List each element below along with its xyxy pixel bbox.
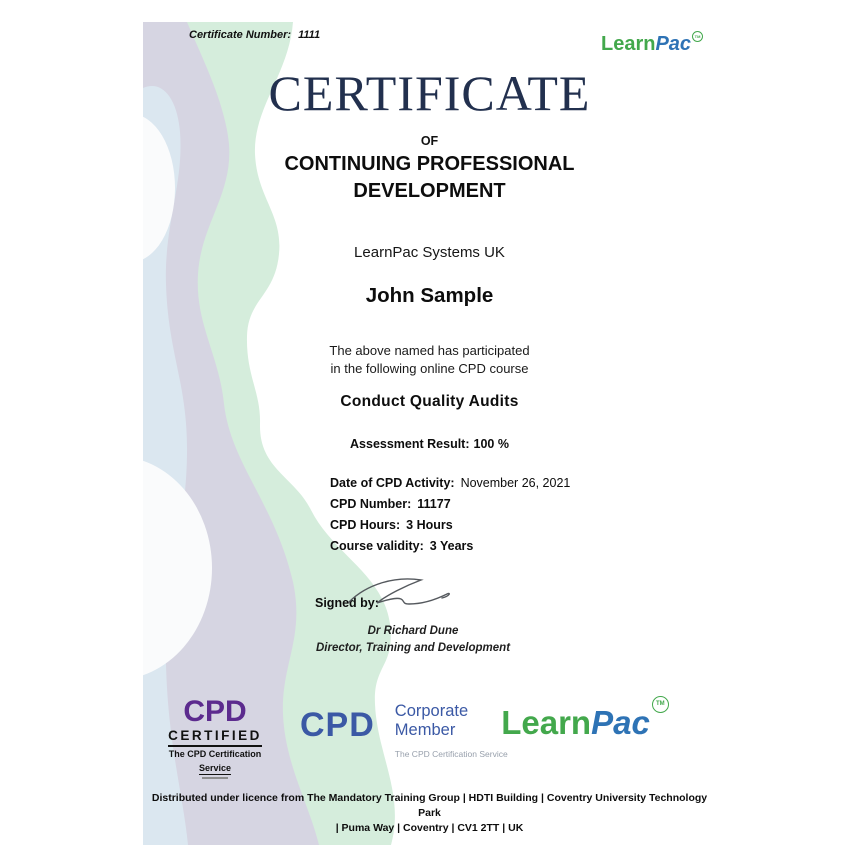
subtitle-line2: DEVELOPMENT [353,180,506,202]
recipient-name: John Sample [365,284,494,307]
cpd-certified-service-line2: Service [198,762,232,773]
signed-by-label: Signed by: [315,596,379,610]
logo-learn-text: Learn [501,704,592,741]
cpd-certified-logo [155,697,275,779]
corporate-service-text: The CPD Certification Service [394,749,508,759]
title-subtitle [143,151,716,205]
logo-learn-text: Learn [601,33,656,55]
trademark-icon: TM [652,696,669,713]
detail-row-cpd-hours [330,519,570,532]
learnpac-logo-top [601,33,703,56]
cpd-corporate-member-logo [300,700,508,759]
trademark-icon: TM [692,31,703,42]
certificate-title: CERTIFICATE [268,65,591,121]
certificate-page [143,22,716,845]
footer-licence-text [143,791,716,836]
detail-label: CPD Number: [330,497,412,511]
cpd-certified-cpd-text: CPD [183,695,247,728]
signatory-title: Director, Training and Development [315,641,511,654]
certificate-number [189,29,320,41]
member-line: Member [394,721,456,739]
course-title: Conduct Quality Audits [340,393,519,410]
detail-label: Course validity: [330,539,424,553]
detail-row-date [330,477,570,490]
assessment-label: Assessment Result: [350,437,470,451]
logo-pac-text: Pac [655,33,692,55]
certificate-number-label: Certificate Number: [189,29,292,41]
footer-line2: | Puma Way | Coventry | CV1 2TT | UK [335,822,524,834]
participation-line1: The above named has participated [329,343,530,358]
detail-value: 11177 [417,497,451,511]
signatory-block [273,623,553,656]
subtitle-line1: CONTINUING PROFESSIONAL [284,153,575,175]
organisation-name: LearnPac Systems UK [354,244,505,261]
logo-pac-text: Pac [591,704,650,741]
assessment-value: 100 % [473,437,509,451]
signature-image [341,568,461,614]
cpd-certified-certified-text: CERTIFIED [168,729,262,747]
detail-row-cpd-number [330,498,570,511]
detail-row-course-validity [330,540,570,553]
learnpac-logo-bottom [495,701,675,742]
corporate-line: Corporate [394,702,469,720]
detail-value: 3 Years [429,539,474,553]
participation-line2: in the following online CPD course [330,360,529,376]
cpd-certified-service-line1: The CPD Certification [168,748,262,759]
signatory-name: Dr Richard Dune [367,625,459,637]
detail-label: Date of CPD Activity: [330,476,455,490]
title-of: OF [420,134,439,148]
cpd-details [330,477,570,561]
footer-line1: Distributed under licence from The Mandatory Training Group | HDTI Building | Coventry University Technology Park [151,792,708,819]
detail-value: November 26, 2021 [460,476,571,490]
detail-value: 3 Hours [406,518,453,532]
detail-label: CPD Hours: [330,518,401,532]
certificate-number-value: 1111 [298,29,321,41]
cpd-corporate-cpd-text: CPD [300,706,375,744]
corporate-member-column [395,700,508,759]
fine-print-bar [202,777,228,779]
assessment-result [143,437,716,451]
participation-text [143,342,716,377]
